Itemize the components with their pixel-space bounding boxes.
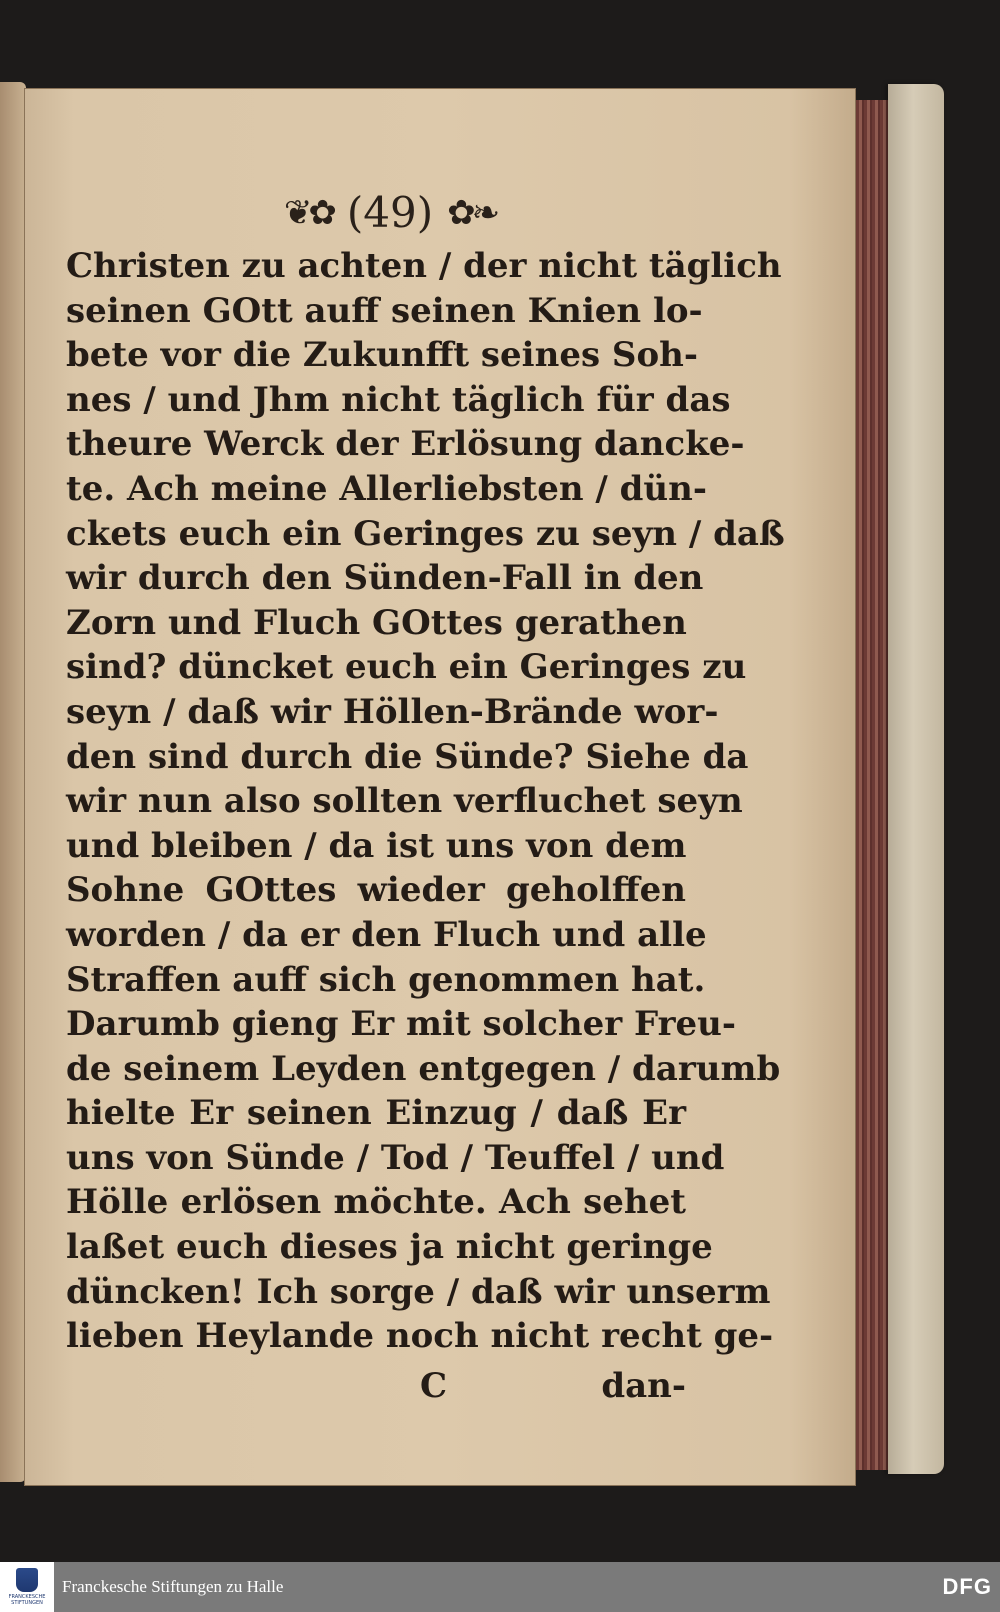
- text-line: Christen zu achten / der nicht täglich: [66, 246, 782, 286]
- page-number: (49): [346, 188, 434, 237]
- text-line: düncken! Ich sorge / daß wir unserm: [66, 1271, 771, 1312]
- text-line: sind? düncket euch ein Geringes zu: [66, 647, 747, 688]
- text-line: lieben Heylande noch nicht recht ge-: [66, 1316, 774, 1357]
- institution-name: Franckesche Stiftungen zu Halle: [62, 1577, 284, 1596]
- viewer-footer: [0, 1562, 1000, 1612]
- page-text: [66, 244, 785, 1359]
- ornament-left-icon: ❦✿: [283, 193, 333, 233]
- page-block-edge: [856, 100, 890, 1470]
- signature-mark: C: [420, 1366, 448, 1406]
- text-line: theure Werck der Erlösung dancke-: [66, 424, 745, 465]
- text-line: Darumb gieng Er mit solcher Freu-: [66, 1004, 736, 1045]
- text-line: Sohne GOttes wieder geholffen: [66, 870, 686, 911]
- text-line: Zorn und Fluch GOttes gerathen: [66, 602, 687, 643]
- text-line: den sind durch die Sünde? Siehe da: [66, 736, 749, 777]
- text-line: worden / da er den Fluch und alle: [66, 914, 707, 955]
- facing-page-edge: [0, 82, 26, 1482]
- institution-logo[interactable]: [0, 1562, 54, 1612]
- text-line: und bleiben / da ist uns von dem: [66, 825, 687, 866]
- text-line: uns von Sünde / Tod / Teuffel / und: [66, 1137, 725, 1178]
- logo-icon: [16, 1568, 38, 1592]
- text-line: hielte Er seinen Einzug / daß Er: [66, 1093, 686, 1134]
- catchword: dan-: [601, 1366, 686, 1406]
- text-line: wir nun also sollten verfluchet seyn: [66, 781, 743, 822]
- text-line: de seinem Leyden entgegen / darumb: [66, 1048, 781, 1089]
- text-line: te. Ach meine Allerliebsten / dün-: [66, 468, 707, 509]
- page-header: [240, 188, 540, 238]
- text-line: bete vor die Zukunfft seines Soh-: [66, 335, 698, 376]
- text-line: nes / und Jhm nicht täglich für das: [66, 379, 731, 420]
- text-line: ckets euch ein Geringes zu seyn / daß: [66, 513, 785, 554]
- book-cover: [888, 84, 944, 1474]
- page-foot: [66, 1364, 686, 1408]
- logo-text: FRANCKESCHE STIFTUNGEN: [8, 1594, 46, 1606]
- text-line: Straffen auff sich genommen hat.: [66, 959, 706, 1000]
- text-line: seinen GOtt auff seinen Knien lo-: [66, 290, 703, 331]
- ornament-right-icon: ✿❧: [447, 193, 497, 233]
- text-line: wir durch den Sünden-Fall in den: [66, 558, 704, 599]
- text-line: laßet euch dieses ja nicht geringe: [66, 1227, 713, 1268]
- text-line: Hölle erlösen möchte. Ach sehet: [66, 1182, 686, 1223]
- dfg-logo[interactable]: DFG: [942, 1574, 992, 1599]
- text-line: seyn / daß wir Höllen-Brände wor-: [66, 691, 719, 732]
